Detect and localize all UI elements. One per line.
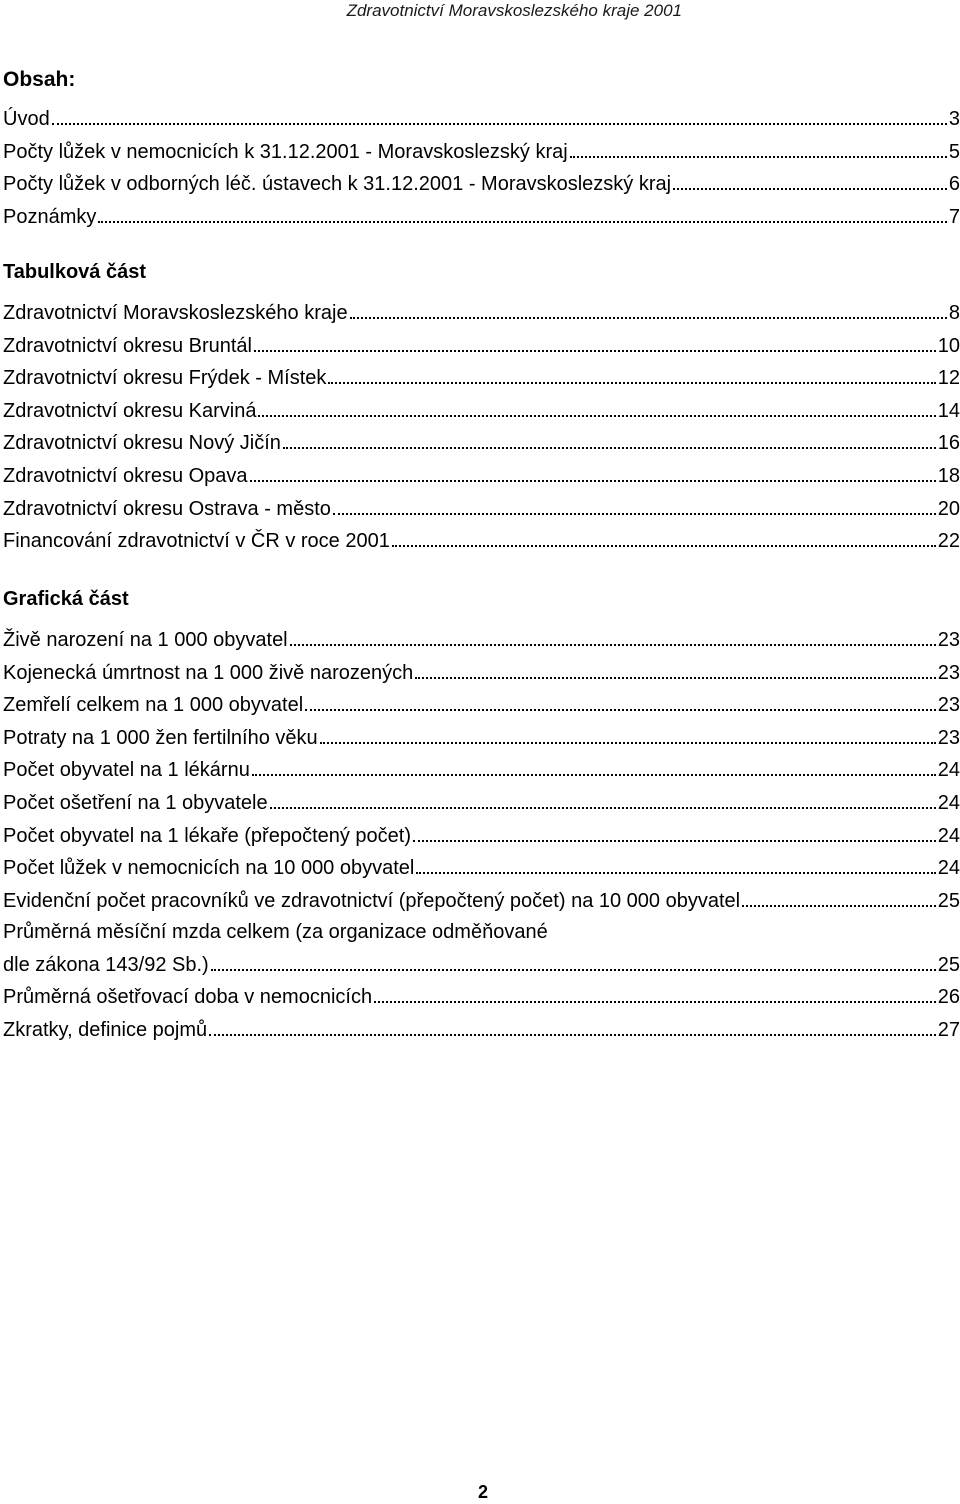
toc-entry[interactable] xyxy=(3,690,960,720)
dot-leader xyxy=(305,692,936,714)
dot-leader xyxy=(254,333,936,355)
toc-entry[interactable] xyxy=(3,104,960,134)
dot-leader xyxy=(320,725,936,747)
dot-leader xyxy=(252,757,936,779)
toc-entry[interactable] xyxy=(3,461,960,491)
toc-entry-page: 18 xyxy=(937,465,960,487)
dot-leader xyxy=(250,463,936,485)
tabular-section-heading: Tabulková část xyxy=(3,261,147,283)
dot-leader xyxy=(374,984,936,1006)
toc-entry[interactable] xyxy=(3,886,960,916)
toc-entry-page: 5 xyxy=(948,140,960,163)
toc-entry[interactable] xyxy=(3,788,960,818)
dot-leader xyxy=(415,660,936,682)
dot-leader xyxy=(742,888,936,910)
toc-entry-page: 22 xyxy=(937,530,960,553)
dot-leader xyxy=(416,855,935,877)
toc-entry-title: Zkratky, definice pojmů xyxy=(3,1018,208,1041)
page-number: 2 xyxy=(478,1482,489,1502)
toc-entry-page: 3 xyxy=(948,108,960,130)
toc-entry-page: 16 xyxy=(937,432,960,455)
toc-entry-title: dle zákona 143/92 Sb.) xyxy=(3,954,209,976)
dot-leader xyxy=(673,171,947,193)
dot-leader xyxy=(328,365,935,387)
dot-leader xyxy=(290,627,936,649)
dot-leader xyxy=(258,398,935,420)
dot-leader xyxy=(392,528,936,550)
toc-entry-page: 24 xyxy=(937,857,960,880)
toc-entry-title: Zemřelí celkem na 1 000 obyvatel xyxy=(3,694,304,717)
toc-entry-page: 24 xyxy=(937,759,960,782)
toc-entry-title: Zdravotnictví Moravskoslezského kraje xyxy=(3,302,348,324)
toc-entry-title: Zdravotnictví okresu Bruntál xyxy=(3,334,252,357)
toc-entry-title: Úvod xyxy=(3,108,50,130)
toc-entry-page: 6 xyxy=(948,173,960,196)
toc-entry-title: Živě narození na 1 000 obyvatel xyxy=(3,629,288,651)
toc-entry[interactable] xyxy=(3,723,960,753)
toc-entry-page: 23 xyxy=(937,661,960,684)
toc-entry-title: Počet lůžek v nemocnicích na 10 000 obyvatel xyxy=(3,857,415,880)
toc-entry[interactable] xyxy=(3,494,960,524)
toc-entry-title: Zdravotnictví okresu Ostrava - město xyxy=(3,497,331,520)
toc-entry-title: Poznámky xyxy=(3,205,97,228)
toc-entry-page: 23 xyxy=(937,694,960,717)
toc-entry-page: 26 xyxy=(937,986,960,1008)
toc-entry[interactable] xyxy=(3,428,960,458)
toc-entry-page: 8 xyxy=(948,302,960,324)
dot-leader xyxy=(413,823,936,845)
toc-entry-title: Evidenční počet pracovníků ve zdravotnictví (přepočtený počet) na 10 000 obyvatel xyxy=(3,889,741,912)
toc-entry-title: Potraty na 1 000 žen fertilního věku xyxy=(3,726,318,749)
dot-leader xyxy=(211,952,936,974)
toc-entry-page: 25 xyxy=(937,889,960,912)
dot-leader xyxy=(283,430,936,452)
toc-entry-page: 20 xyxy=(937,497,960,520)
running-header: Zdravotnictví Moravskoslezského kraje 2001 xyxy=(346,1,682,20)
toc-entry-title: Zdravotnictví okresu Karviná xyxy=(3,399,257,422)
toc-entry-page: 12 xyxy=(937,367,960,390)
toc-entry-page: 23 xyxy=(937,629,960,651)
graphic-section-heading: Grafická část xyxy=(3,588,129,610)
toc-entry[interactable] xyxy=(3,331,960,361)
toc-entry[interactable] xyxy=(3,658,960,688)
toc-entry-title: Počet ošetření na 1 obyvatele xyxy=(3,792,268,814)
toc-entry-title: Zdravotnictví okresu Opava xyxy=(3,465,248,487)
dot-leader xyxy=(270,790,936,812)
toc-entry[interactable] xyxy=(3,137,960,167)
toc-entry[interactable] xyxy=(3,755,960,785)
toc-entry-title: Počet obyvatel na 1 lékárnu xyxy=(3,759,250,782)
toc-entry-wrapped[interactable] xyxy=(3,950,960,980)
toc-entry-page: 27 xyxy=(937,1018,960,1041)
toc-entry-title: Počty lůžek v nemocnicích k 31.12.2001 - Moravskoslezský kraj xyxy=(3,140,568,163)
toc-entry[interactable] xyxy=(3,625,960,655)
dot-leader xyxy=(350,300,947,322)
dot-leader xyxy=(98,204,947,226)
dot-leader xyxy=(52,106,947,128)
toc-entry-page: 24 xyxy=(937,792,960,814)
toc-entry-page: 14 xyxy=(937,399,960,422)
toc-entry-page: 23 xyxy=(937,726,960,749)
toc-entry[interactable] xyxy=(3,298,960,328)
toc-entry[interactable] xyxy=(3,526,960,556)
toc-entry-title: Zdravotnictví okresu Nový Jičín xyxy=(3,432,281,455)
dot-leader xyxy=(333,496,936,518)
toc-entry-wrapped-line1[interactable]: Průměrná měsíční mzda celkem (za organizace odměňované xyxy=(3,921,548,943)
toc-entry-title: Kojenecká úmrtnost na 1 000 živě narozených xyxy=(3,661,414,684)
toc-entry-page: 10 xyxy=(937,334,960,357)
toc-entry[interactable] xyxy=(3,982,960,1012)
toc-entry-title: Zdravotnictví okresu Frýdek - Místek xyxy=(3,367,327,390)
toc-entry[interactable] xyxy=(3,1015,960,1045)
toc-entry[interactable] xyxy=(3,821,960,851)
toc-entry-page: 7 xyxy=(948,205,960,228)
toc-entry[interactable] xyxy=(3,853,960,883)
toc-entry-page: 25 xyxy=(937,954,960,976)
dot-leader xyxy=(209,1017,936,1039)
toc-entry-title: Průměrná ošetřovací doba v nemocnicích xyxy=(3,986,373,1008)
toc-entry-title: Financování zdravotnictví v ČR v roce 2001 xyxy=(3,530,390,553)
toc-heading: Obsah: xyxy=(3,68,76,91)
toc-entry[interactable] xyxy=(3,169,960,199)
toc-entry-title: Počet obyvatel na 1 lékaře (přepočtený počet) xyxy=(3,824,412,847)
toc-entry[interactable] xyxy=(3,363,960,393)
toc-entry-title: Počty lůžek v odborných léč. ústavech k 31.12.2001 - Moravskoslezský kraj xyxy=(3,173,672,196)
toc-entry[interactable] xyxy=(3,396,960,426)
toc-entry-page: 24 xyxy=(937,824,960,847)
dot-leader xyxy=(570,139,947,161)
toc-entry[interactable] xyxy=(3,202,960,232)
